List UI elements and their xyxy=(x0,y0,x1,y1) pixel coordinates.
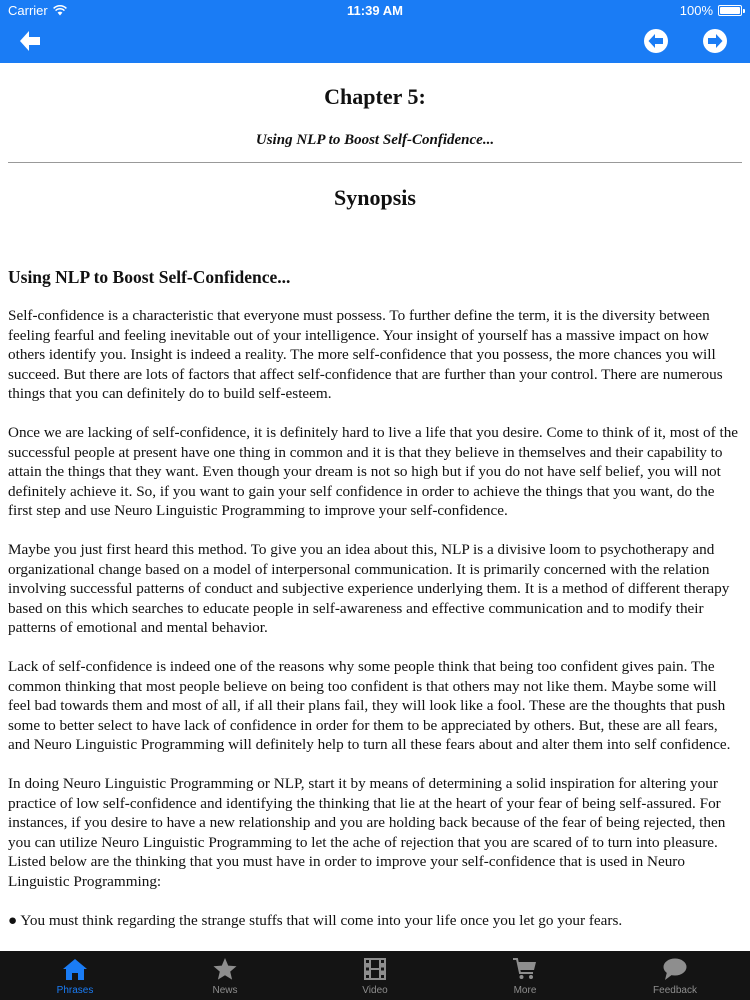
chapter-content[interactable] xyxy=(0,63,750,951)
tab-label: Feedback xyxy=(653,985,697,996)
circle-arrow-left-icon xyxy=(642,27,670,55)
tab-phrases[interactable] xyxy=(0,951,150,1000)
status-time: 11:39 AM xyxy=(347,3,403,18)
body-text xyxy=(8,306,742,930)
circle-arrow-right-icon xyxy=(701,27,729,55)
tab-bar xyxy=(0,951,750,1000)
chapter-subtitle: Using NLP to Boost Self-Confidence... xyxy=(255,132,495,148)
tab-label: Phrases xyxy=(56,985,94,996)
bullet-item: ● You must think regarding the strange stuffs that will come into your life once you let go your fears. xyxy=(8,911,623,929)
synopsis-title: Synopsis xyxy=(334,185,416,210)
paragraph: Maybe you just first heard this method. To give you an idea about this, NLP is a divisive loom to psychotherapy and organizational change based on a model of interpersonal communication. It is primarily concerned with the relation involving successful patterns of conduct and subjective experience underlying them. It is a method of different therapy based on this which searches to educate people in self-awareness and effective communication and to modify their patterns of emotional and mental behavior. xyxy=(8,541,730,636)
tab-feedback[interactable] xyxy=(600,951,750,1000)
paragraph: Lack of self-confidence is indeed one of the reasons why some people think that being too confident gives pain. The common thinking that most people believe on being too confident is that others may not like them. Maybe some will feel bad towards them and most of all, if all their plans fail, they will look like a fool. These are the thoughts that push some to better select to have lack of confidence in order for them to be appreciated by others. But, these are all fears, and Neuro Linguistic Programming will definitely help to turn all these fears about and alter them into self confidence. xyxy=(8,658,731,753)
paragraph: In doing Neuro Linguistic Programming or NLP, start it by means of determining a solid inspiration for altering your practice of low self-confidence and identifying the thinking that lie at the heart of your fear of being self-assured. For instances, if you desire to have a new relationship and you are holding back because of the fear of being rejected, then you can utilize Neuro Linguistic Programming to let the ache of rejection that you are scared of to turn into pleasure. Listed below are the thinking that you must have in order to improve your self-confidence that is used in Neuro Linguistic Programming: xyxy=(8,775,726,890)
next-chapter-button[interactable] xyxy=(701,27,729,55)
tab-news[interactable] xyxy=(150,951,300,1000)
star-icon xyxy=(211,956,239,982)
status-bar xyxy=(0,0,750,22)
battery-icon xyxy=(718,5,742,16)
speech-bubble-icon xyxy=(661,956,689,982)
film-icon xyxy=(361,956,389,982)
paragraph: Self-confidence is a characteristic that everyone must possess. To further define the term, it is the diversity between feeling fearful and feeling inevitable out of your intelligence. Your insight of yourself has a massive impact on how others identify you. Insight is indeed a reality. The more self-confidence that you possess, the more chances you will succeed. But there are lots of factors that affect self-confidence that are further than your control. There are numerous things that you can definitely do to build self-esteem. xyxy=(8,307,723,402)
arrow-left-icon xyxy=(18,30,42,52)
cart-icon xyxy=(511,956,539,982)
tab-label: More xyxy=(513,985,537,996)
carrier-label: Carrier xyxy=(8,3,48,18)
paragraph: Once we are lacking of self-confidence, it is definitely hard to live a life that you desire. Come to think of it, most of the successful people at present have one thing in common and it is that they believe in themselves and their capability to attain the things that they want. Even though your dream is not so high but if you do not have self belief, you will not definitely achieve it. So, if you want to gain your self confidence in order to achieve the things that you want, do the first step and use Neuro Linguistic Programming to improve your self-confidence. xyxy=(8,424,739,519)
tab-video[interactable] xyxy=(300,951,450,1000)
back-button[interactable] xyxy=(14,26,46,56)
battery-percent: 100% xyxy=(679,3,713,18)
tab-label: News xyxy=(212,985,238,996)
home-icon xyxy=(61,956,89,982)
chapter-title: Chapter 5: xyxy=(324,84,426,109)
section-heading: Using NLP to Boost Self-Confidence... xyxy=(8,267,291,287)
tab-label: Video xyxy=(362,985,388,996)
previous-chapter-button[interactable] xyxy=(642,27,670,55)
tab-more[interactable] xyxy=(450,951,600,1000)
divider xyxy=(8,162,742,163)
navigation-bar xyxy=(0,0,750,63)
